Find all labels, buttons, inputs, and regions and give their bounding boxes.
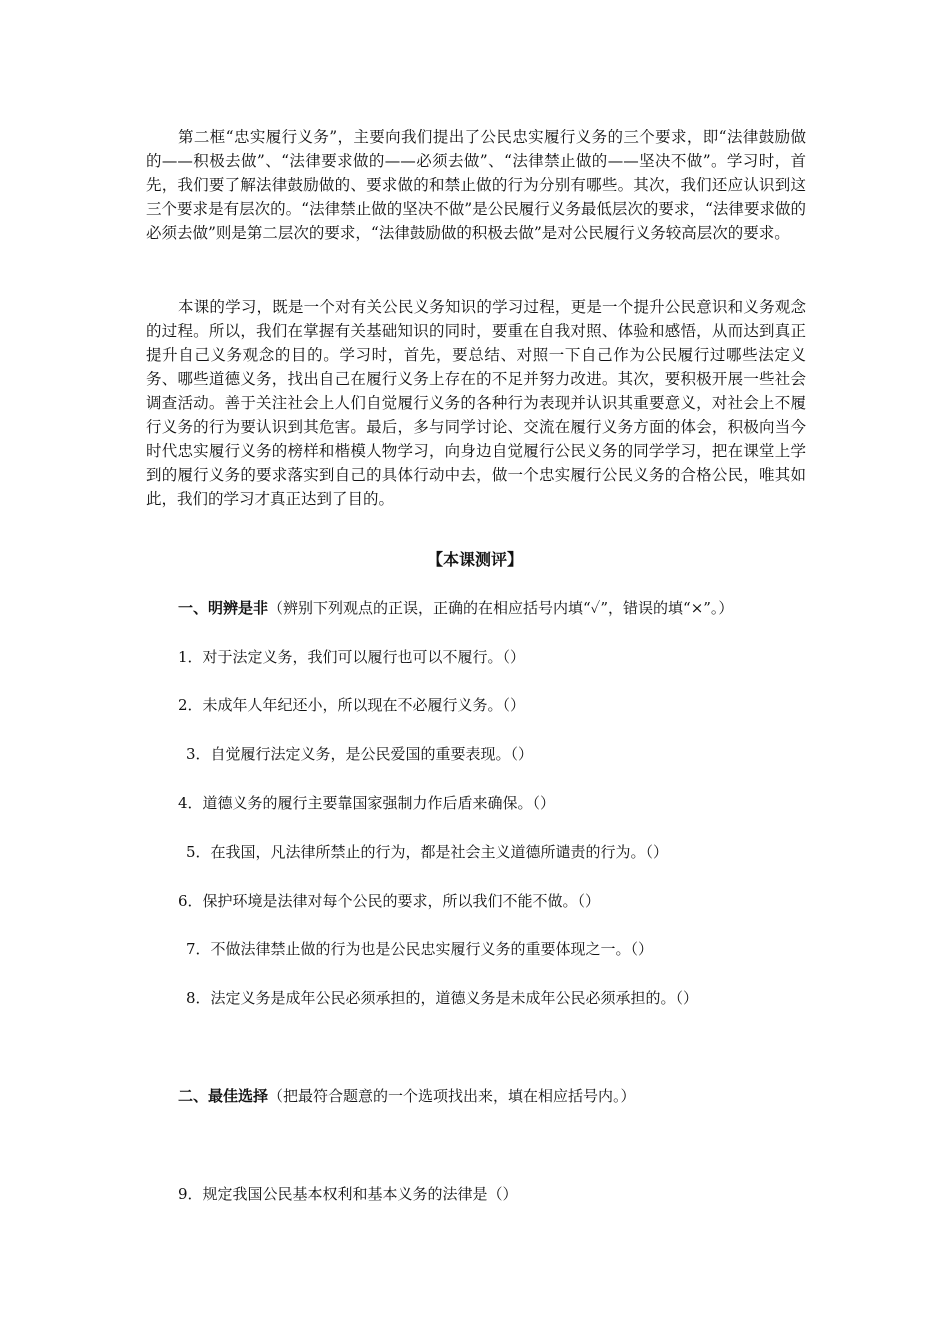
judgement-item-5: 5．在我国，凡法律所禁止的行为，都是社会主义道德所谴责的行为。（） [186, 843, 669, 861]
section1-heading: 一、明辨是非 [178, 599, 269, 617]
judgement-item-7: 7．不做法律禁止做的行为也是公民忠实履行义务的重要体现之一。（） [186, 940, 654, 958]
section1-header [178, 597, 733, 618]
intro-paragraph-2: 本课的学习，既是一个对有关公民义务知识的学习过程，更是一个提升公民意识和义务观念的过程。所以，我们在掌握有关基础知识的同时，要重在自我对照、体验和感悟，从而达到真正提升自己义务观念的目的。学习时，首先，要总结、对照一下自己作为公民履行过哪些法定义务、哪些道德义务，找出自己在履行义务上存在的不足并努力改进。其次，要积极开展一些社会调查活动。善于关注社会上人们自觉履行义务的各种行为表现并认识其重要意义，对社会上不履行义务的行为要认识到其危害。最后，多与同学讨论、交流在履行义务方面的体会，积极向当今时代忠实履行义务的榜样和楷模人物学习，向身边自觉履行公民义务的同学学习，把在课堂上学到的履行义务的要求落实到自己的具体行动中去，做一个忠实履行公民义务的合格公民，唯其如此，我们的学习才真正达到了目的。 [146, 298, 806, 508]
judgement-item-3: 3．自觉履行法定义务，是公民爱国的重要表现。（） [186, 745, 534, 763]
assessment-title: 【本课测评】 [426, 550, 523, 569]
judgement-item-4: 4．道德义务的履行主要靠国家强制力作后盾来确保。（） [178, 794, 556, 812]
section1-instruction: （辨别下列观点的正误，正确的在相应括号内填“✓”，错误的填“×”。） [268, 599, 734, 617]
choice-item-9: 9．规定我国公民基本权利和基本义务的法律是（） [178, 1185, 518, 1203]
judgement-item-6: 6．保护环境是法律对每个公民的要求，所以我们不能不做。（） [178, 892, 601, 910]
judgement-item-2: 2．未成年人年纪还小，所以现在不必履行义务。（） [178, 696, 526, 714]
section2-instruction: （把最符合题意的一个选项找出来，填在相应括号内。） [268, 1087, 636, 1105]
section2-header [178, 1085, 636, 1106]
intro-paragraph-1: 第二框“忠实履行义务”，主要向我们提出了公民忠实履行义务的三个要求，即“法律鼓励做的——积极去做”、“法律要求做的——必须去做”、“法律禁止做的——坚决不做”。学习时，首先，我们要了解法律鼓励做的、要求做的和禁止做的行为分别有哪些。其次，我们还应认识到这三个要求是有层次的。“法律禁止做的坚决不做”是公民履行义务最低层次的要求，“法律要求做的必须去做”则是第二层次的要求，“法律鼓励做的积极去做”是对公民履行义务较高层次的要求。 [146, 128, 806, 242]
section2-heading: 二、最佳选择 [178, 1087, 269, 1105]
judgement-item-8: 8．法定义务是成年公民必须承担的，道德义务是未成年公民必须承担的。（） [186, 989, 699, 1007]
judgement-item-1: 1．对于法定义务，我们可以履行也可以不履行。（） [178, 648, 526, 666]
